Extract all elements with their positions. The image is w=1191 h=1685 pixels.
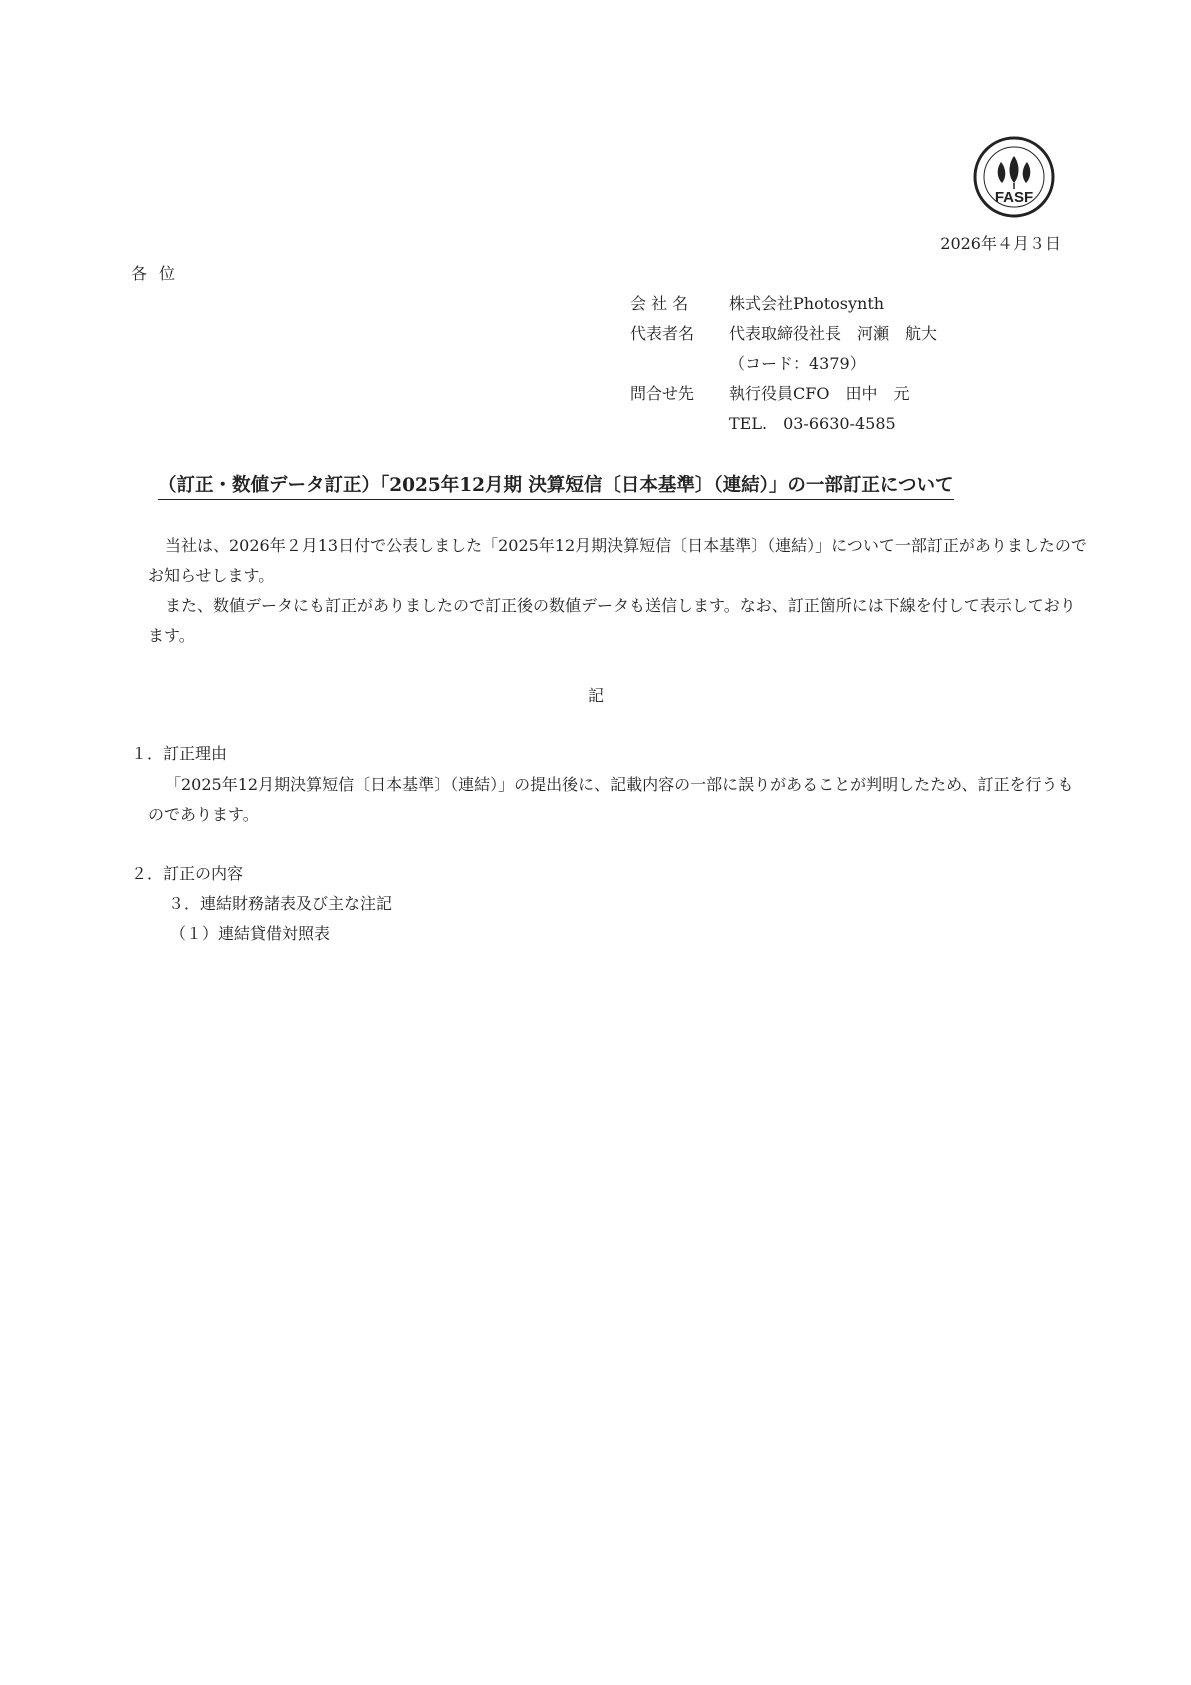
logo-text: FASF: [994, 189, 1034, 206]
representative-label: 代表者名: [630, 324, 695, 343]
document-date: 2026年４月３日: [940, 234, 1061, 253]
section2-heading: ２．訂正の内容: [131, 864, 244, 883]
section1-body-text: 「2025年12月期決算短信〔日本基準〕（連結）」の提出後に、記載内容の一部に誤りがあることが判明したため、訂正を行うものであります。: [148, 775, 1074, 824]
section2-subsubheading: （１）連結貸借対照表: [170, 924, 331, 943]
section1-body: [148, 770, 1088, 830]
stock-code: （コード：4379）: [729, 354, 866, 373]
fasf-logo: [973, 136, 1055, 218]
intro-paragraph-2: また、数値データにも訂正がありましたので訂正後の数値データも送信します。なお、訂正箇所には下線を付して表示しております。: [148, 596, 1076, 645]
contact-label: 問合せ先: [630, 384, 695, 403]
contact-value: 執行役員CFO 田中 元: [729, 384, 910, 403]
document-title: （訂正・数値データ訂正）「2025年12月期 決算短信〔日本基準〕（連結）」の一部訂正について: [158, 474, 954, 500]
contact-tel: TEL. 03-6630-4585: [729, 414, 896, 433]
intro-paragraphs: [148, 531, 1088, 651]
intro-paragraph-1: 当社は、2026年２月13日付で公表しました「2025年12月期決算短信〔日本基準〕（連結）」について一部訂正がありましたのでお知らせします。: [148, 536, 1087, 585]
section2-subheading: ３．連結財務諸表及び主な注記: [168, 894, 393, 913]
representative-value: 代表取締役社長 河瀬 航大: [729, 324, 938, 343]
section1-heading: １．訂正理由: [131, 744, 228, 763]
company-name-label: 会 社 名: [630, 294, 689, 313]
addressee: 各位: [131, 264, 188, 283]
company-name-value: 株式会社Photosynth: [729, 294, 885, 313]
ki-marker: 記: [588, 686, 605, 705]
